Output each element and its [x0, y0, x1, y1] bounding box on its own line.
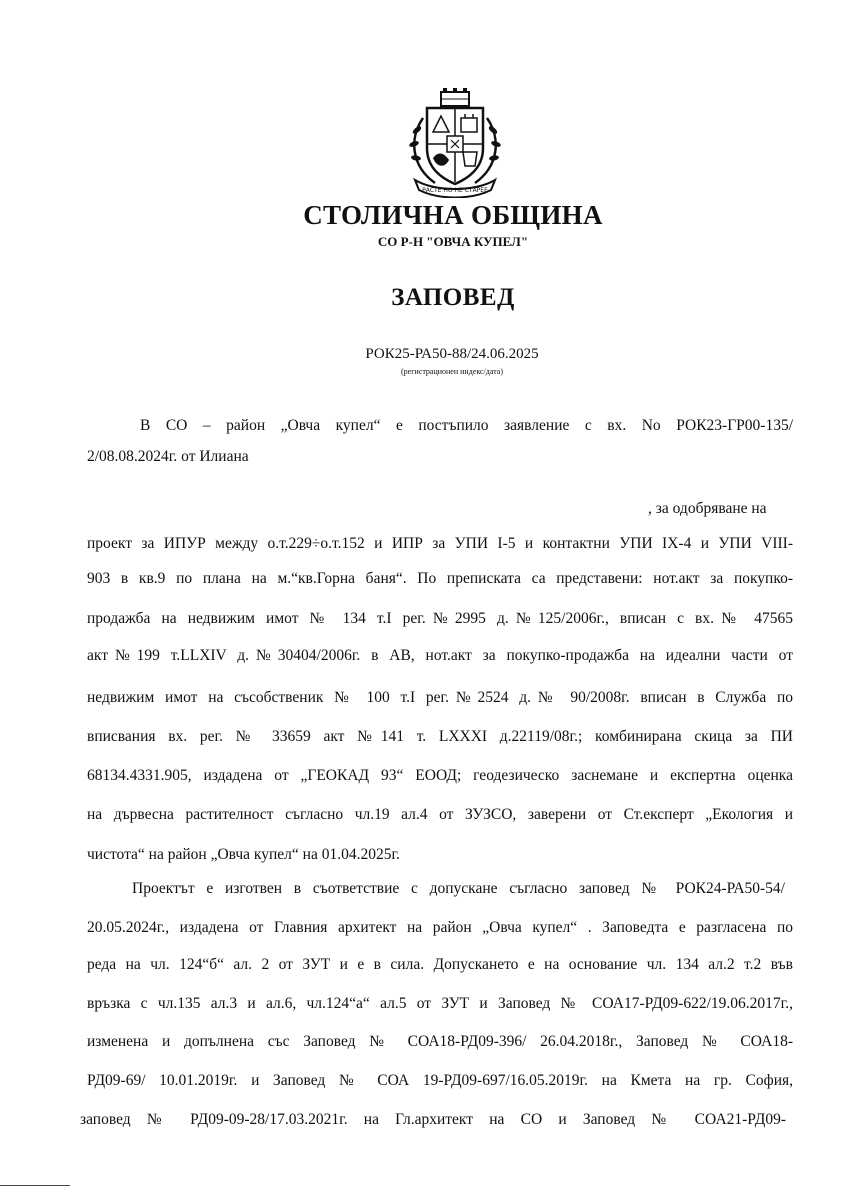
district-subtitle: СО Р-Н "ОВЧА КУПЕЛ" [377, 234, 529, 249]
body-line: акт№199 т.LLXIV д.№30404/2006г. в АВ, нот.акт за покупко-продажба на идеални части от [87, 647, 793, 664]
body-line: на дървесна растителност съгласно чл.19 ал.4 от ЗУЗСО, заверени от Ст.експерт „Екология и [87, 806, 793, 823]
body-line: заповед № РД09-09-28/17.03.2021г. на Гл.архитект на СО и Заповед № СОА21-РД09- [80, 1111, 786, 1128]
body-line: Проектът е изготвен в съответствие с допускане съгласно заповед № РОК24-РА50-54/ [132, 880, 785, 897]
body-line: недвижим имот на съсобственик № 100 т.I рег.№2524 д.№ 90/2008г. вписан в Служба по [87, 689, 793, 706]
body-line: проект за ИПУР между о.т.229÷о.т.152 и ИПР за УПИ I-5 и контактни УПИ IX-4 и УПИ VIII- [87, 535, 793, 552]
body-line: реда на чл. 124“б“ ал. 2 от ЗУТ и е в сила. Допускането е на основание чл. 134 ал.2 т.2 във [87, 956, 793, 973]
body-line: чистота“ на район „Овча купел“ на 01.04.2025г. [87, 846, 400, 863]
body-line: 903 в кв.9 по плана на м.“кв.Горна баня“. По преписката са представени: нот.акт за покупко- [87, 570, 793, 587]
svg-text:РАСТЕ НО НЕ СТАРЕЕ: РАСТЕ НО НЕ СТАРЕЕ [422, 187, 488, 194]
registration-number: РОК25-РА50-88/24.06.2025 [365, 346, 539, 362]
footer-rule [0, 1185, 70, 1186]
organization-title: СТОЛИЧНА ОБЩИНА [303, 200, 603, 230]
body-line: В СО – район „Овча купел“ е постъпило заявление с вх. No РОК23-ГР00-135/ [140, 417, 793, 434]
registration-note: (регистрационен индекс/дата) [400, 367, 503, 376]
body-line: изменена и допълнена със Заповед № СОА18-РД09-396/ 26.04.2018г., Заповед № СОА18- [87, 1033, 793, 1050]
body-line: РД09-69/ 10.01.2019г. и Заповед № СОА 19-РД09-697/16.05.2019г. на Кмета на гр. София, [87, 1072, 793, 1089]
body-line: връзка с чл.135 ал.3 и ал.6, чл.124“а“ ал.5 от ЗУТ и Заповед № СОА17-РД09-622/19.06.2017г., [87, 995, 793, 1012]
body-line: 68134.4331.905, издадена от „ГЕОКАД 93“ ЕООД; геодезическо заснемане и експертна оценка [87, 767, 793, 784]
body-line: , за одобряване на [648, 500, 767, 517]
body-line: вписвания вх. рег. № 33659 акт №141 т. LXXXI д.22119/08г.; комбинирана скица за ПИ [87, 728, 793, 745]
sofia-coat-of-arms-icon [405, 88, 505, 198]
document-title: ЗАПОВЕД [391, 284, 515, 311]
body-line: 20.05.2024г., издадена от Главния архитект на район „Овча купел“ . Заповедта е разгласена по [87, 919, 793, 936]
body-line: продажба на недвижим имот № 134 т.I рег.№2995 д.№125/2006г., вписан с вх.№ 47565 [87, 610, 793, 627]
body-line: 2/08.08.2024г. от Илиана [87, 448, 249, 465]
